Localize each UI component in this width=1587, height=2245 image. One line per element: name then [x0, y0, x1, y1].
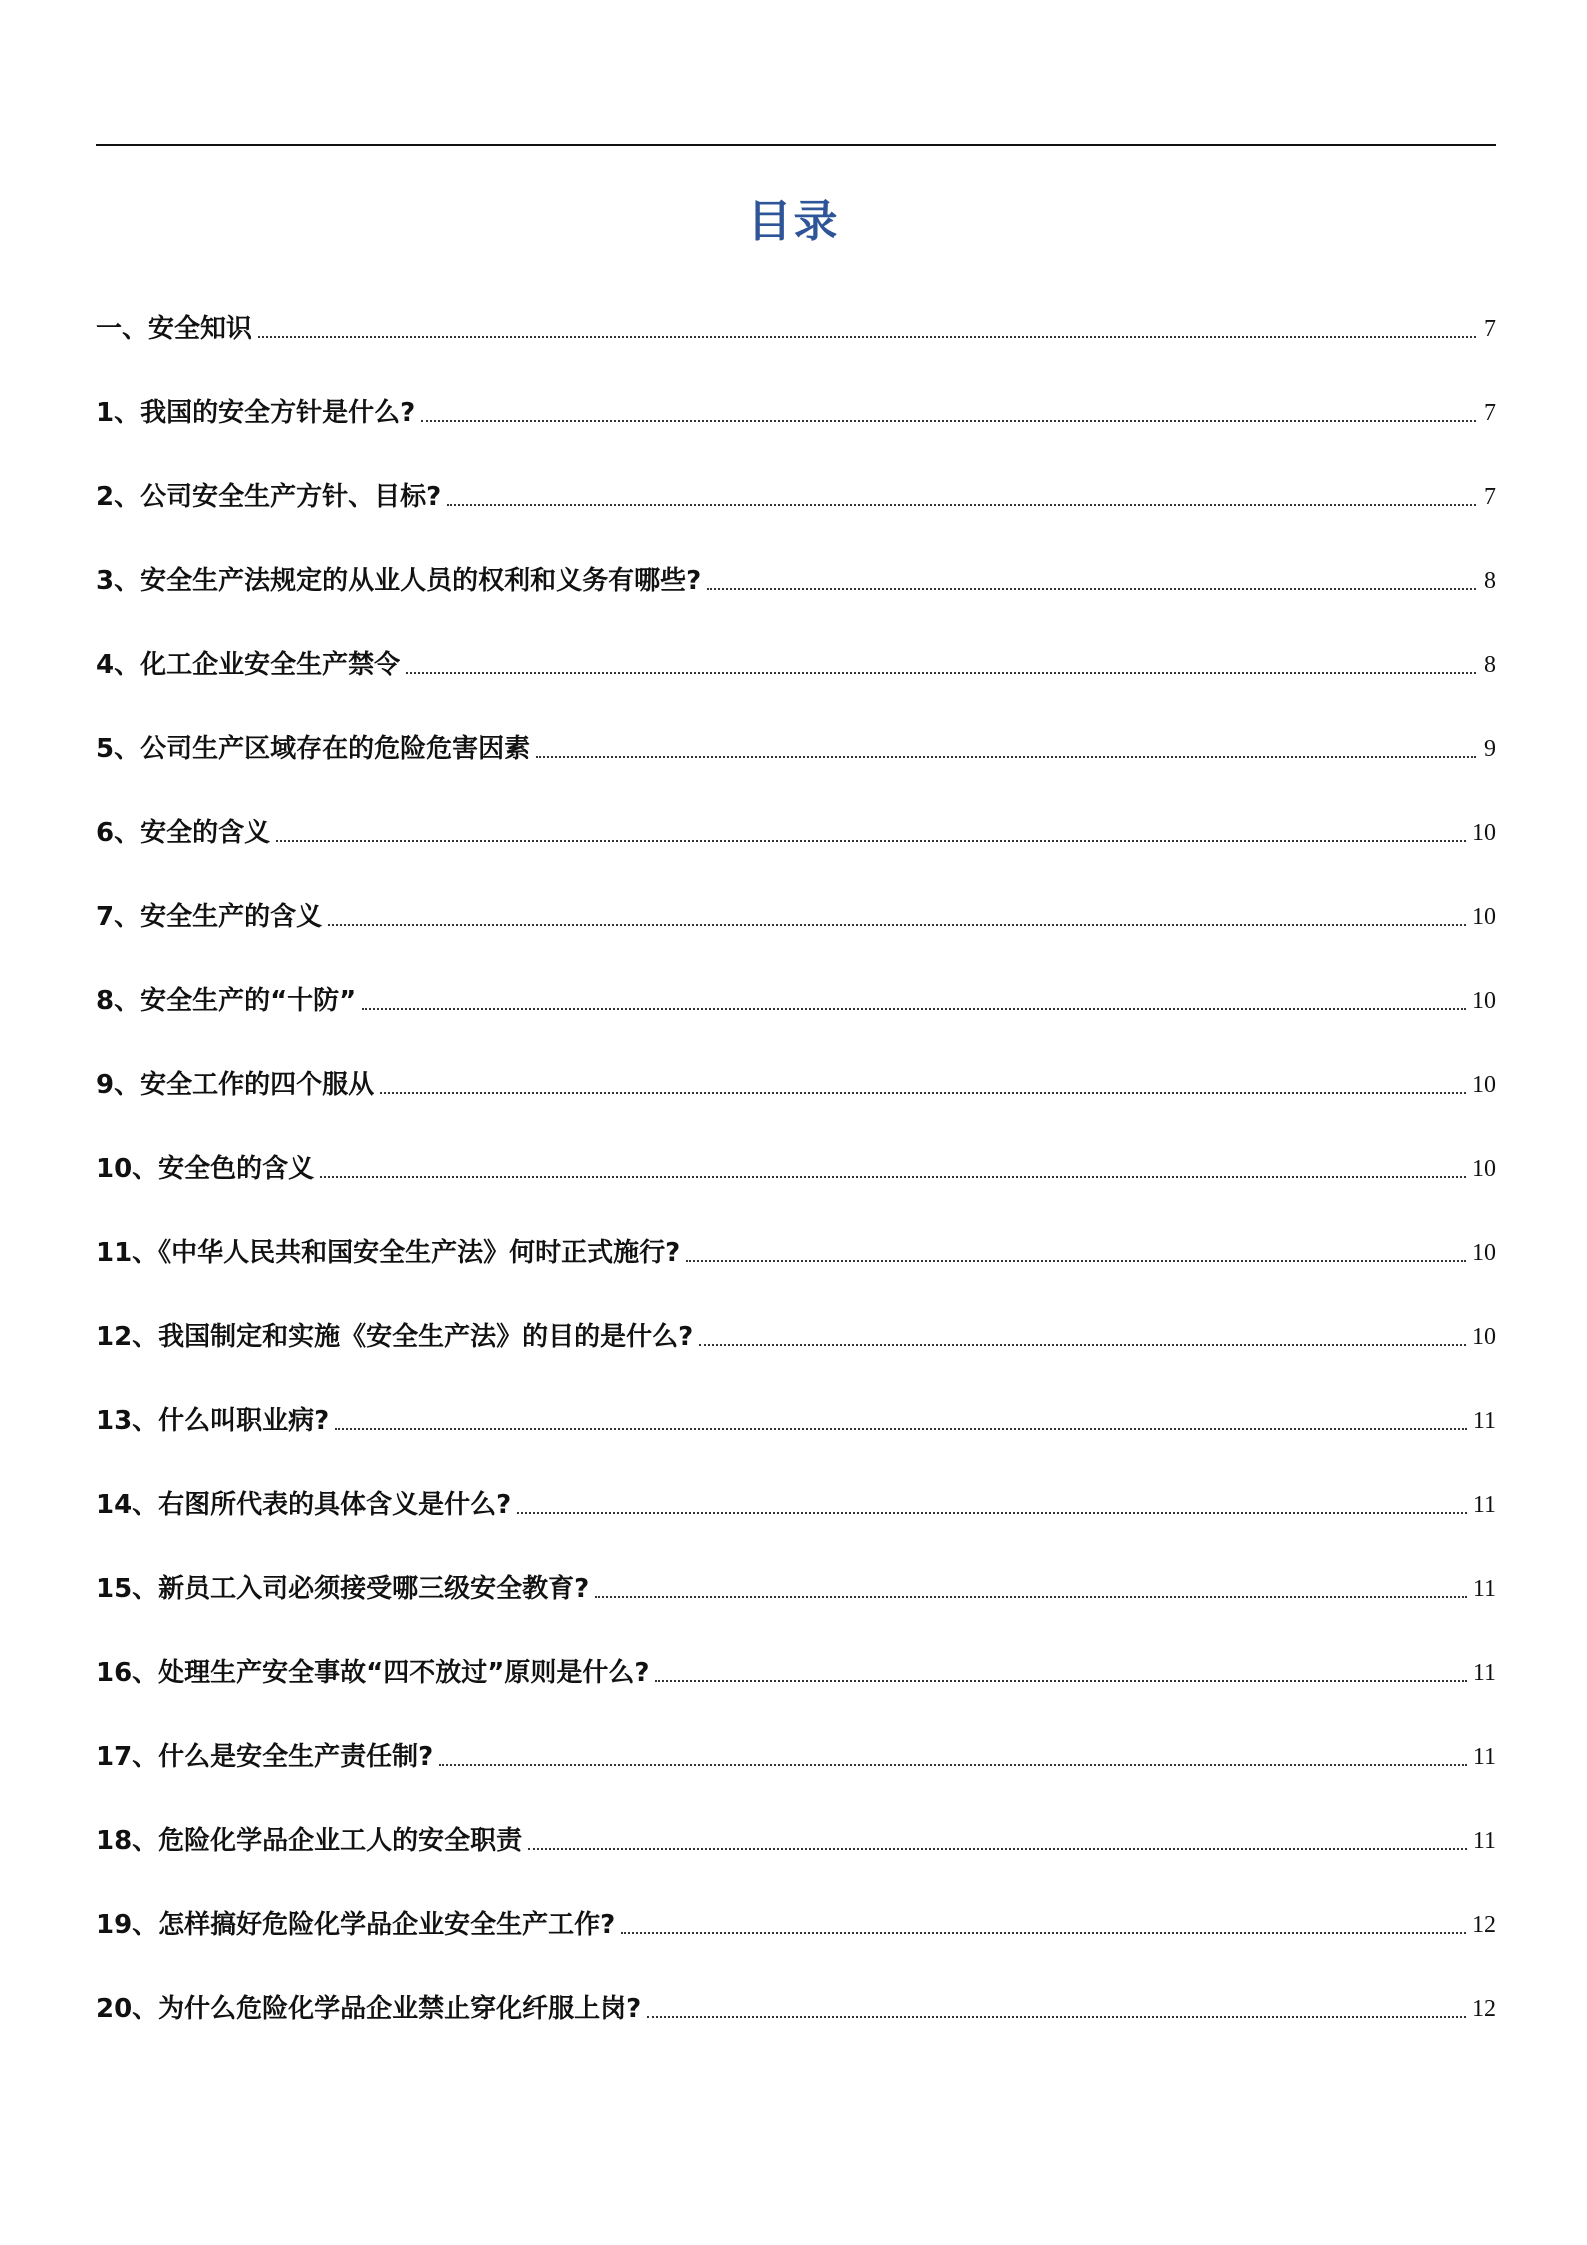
toc-entry-page-number: 11: [1472, 1576, 1496, 1602]
toc-entry[interactable]: [96, 451, 1496, 535]
toc-entry-label: 5、公司生产区域存在的危险危害因素: [96, 734, 531, 764]
toc-entry-label: 12、我国制定和实施《安全生产法》的目的是什么?: [96, 1322, 694, 1352]
toc-entry-label: 2、公司安全生产方针、目标?: [96, 482, 442, 512]
toc-dot-leader: [699, 1344, 1466, 1346]
toc-entry-page-number: 11: [1472, 1408, 1496, 1434]
toc-entry[interactable]: [96, 1627, 1496, 1711]
toc-dot-leader: [447, 504, 1476, 506]
toc-entry[interactable]: [96, 283, 1496, 367]
toc-entry-label: 19、怎样搞好危险化学品企业安全生产工作?: [96, 1910, 616, 1940]
toc-entry[interactable]: [96, 1459, 1496, 1543]
toc-list: [96, 283, 1496, 2047]
toc-dot-leader: [421, 420, 1476, 422]
toc-entry-page-number: 11: [1472, 1828, 1496, 1854]
toc-entry[interactable]: [96, 1963, 1496, 2047]
toc-entry[interactable]: [96, 871, 1496, 955]
toc-dot-leader: [406, 672, 1476, 674]
toc-dot-leader: [335, 1428, 1467, 1430]
toc-entry-page-number: 8: [1484, 568, 1496, 594]
toc-entry-page-number: 10: [1472, 1072, 1496, 1098]
toc-dot-leader: [276, 840, 1466, 842]
toc-entry-label: 16、处理生产安全事故“四不放过”原则是什么?: [96, 1658, 650, 1688]
toc-entry-page-number: 10: [1472, 988, 1496, 1014]
toc-entry-page-number: 12: [1472, 1912, 1496, 1938]
header-rule: [96, 144, 1496, 146]
toc-dot-leader: [517, 1512, 1467, 1514]
toc-entry-label: 18、危险化学品企业工人的安全职责: [96, 1826, 523, 1856]
toc-entry[interactable]: [96, 1039, 1496, 1123]
toc-entry[interactable]: [96, 535, 1496, 619]
toc-entry-page-number: 10: [1472, 1240, 1496, 1266]
toc-entry-label: 1、我国的安全方针是什么?: [96, 398, 416, 428]
toc-entry-label: 15、新员工入司必须接受哪三级安全教育?: [96, 1574, 590, 1604]
toc-entry-page-number: 10: [1472, 1324, 1496, 1350]
toc-entry[interactable]: [96, 619, 1496, 703]
toc-entry[interactable]: [96, 1543, 1496, 1627]
toc-entry-page-number: 12: [1472, 1996, 1496, 2022]
toc-dot-leader: [655, 1680, 1466, 1682]
toc-title: 目录: [747, 196, 840, 247]
toc-entry[interactable]: [96, 1879, 1496, 1963]
toc-entry[interactable]: [96, 1375, 1496, 1459]
toc-dot-leader: [621, 1932, 1466, 1934]
toc-dot-leader: [647, 2016, 1466, 2018]
toc-entry[interactable]: [96, 787, 1496, 871]
toc-entry[interactable]: [96, 1123, 1496, 1207]
toc-entry-label: 10、安全色的含义: [96, 1154, 315, 1184]
toc-entry[interactable]: [96, 955, 1496, 1039]
toc-entry-label: 4、化工企业安全生产禁令: [96, 650, 401, 680]
toc-entry-page-number: 7: [1484, 484, 1496, 510]
toc-entry[interactable]: [96, 703, 1496, 787]
toc-entry[interactable]: [96, 367, 1496, 451]
toc-entry-label: 7、安全生产的含义: [96, 902, 323, 932]
toc-entry-label: 6、安全的含义: [96, 818, 271, 848]
toc-entry-page-number: 11: [1472, 1660, 1496, 1686]
toc-entry[interactable]: [96, 1207, 1496, 1291]
toc-entry-page-number: 9: [1484, 736, 1496, 762]
toc-entry-label: 17、什么是安全生产责任制?: [96, 1742, 434, 1772]
toc-entry-page-number: 11: [1472, 1744, 1496, 1770]
toc-dot-leader: [320, 1176, 1466, 1178]
toc-entry[interactable]: [96, 1795, 1496, 1879]
toc-dot-leader: [258, 336, 1476, 338]
toc-dot-leader: [380, 1092, 1466, 1094]
toc-entry-page-number: 10: [1472, 820, 1496, 846]
toc-dot-leader: [595, 1596, 1467, 1598]
toc-entry-page-number: 11: [1472, 1492, 1496, 1518]
toc-entry-page-number: 8: [1484, 652, 1496, 678]
toc-entry-label: 14、右图所代表的具体含义是什么?: [96, 1490, 512, 1520]
toc-entry-label: 11、《中华人民共和国安全生产法》何时正式施行?: [96, 1238, 681, 1268]
toc-dot-leader: [362, 1008, 1466, 1010]
toc-dot-leader: [686, 1260, 1466, 1262]
toc-entry-label: 一、安全知识: [96, 314, 253, 344]
toc-dot-leader: [439, 1764, 1467, 1766]
toc-entry[interactable]: [96, 1711, 1496, 1795]
toc-entry-label: 20、为什么危险化学品企业禁止穿化纤服上岗?: [96, 1994, 642, 2024]
toc-entry-label: 13、什么叫职业病?: [96, 1406, 330, 1436]
toc-dot-leader: [536, 756, 1476, 758]
toc-entry-page-number: 7: [1484, 400, 1496, 426]
toc-entry-label: 3、安全生产法规定的从业人员的权利和义务有哪些?: [96, 566, 702, 596]
toc-dot-leader: [707, 588, 1476, 590]
toc-entry-page-number: 10: [1472, 904, 1496, 930]
toc-entry-page-number: 10: [1472, 1156, 1496, 1182]
toc-entry-page-number: 7: [1484, 316, 1496, 342]
toc-entry[interactable]: [96, 1291, 1496, 1375]
toc-entry-label: 8、安全生产的“十防”: [96, 986, 357, 1016]
toc-entry-label: 9、安全工作的四个服从: [96, 1070, 375, 1100]
toc-dot-leader: [328, 924, 1466, 926]
toc-dot-leader: [528, 1848, 1467, 1850]
